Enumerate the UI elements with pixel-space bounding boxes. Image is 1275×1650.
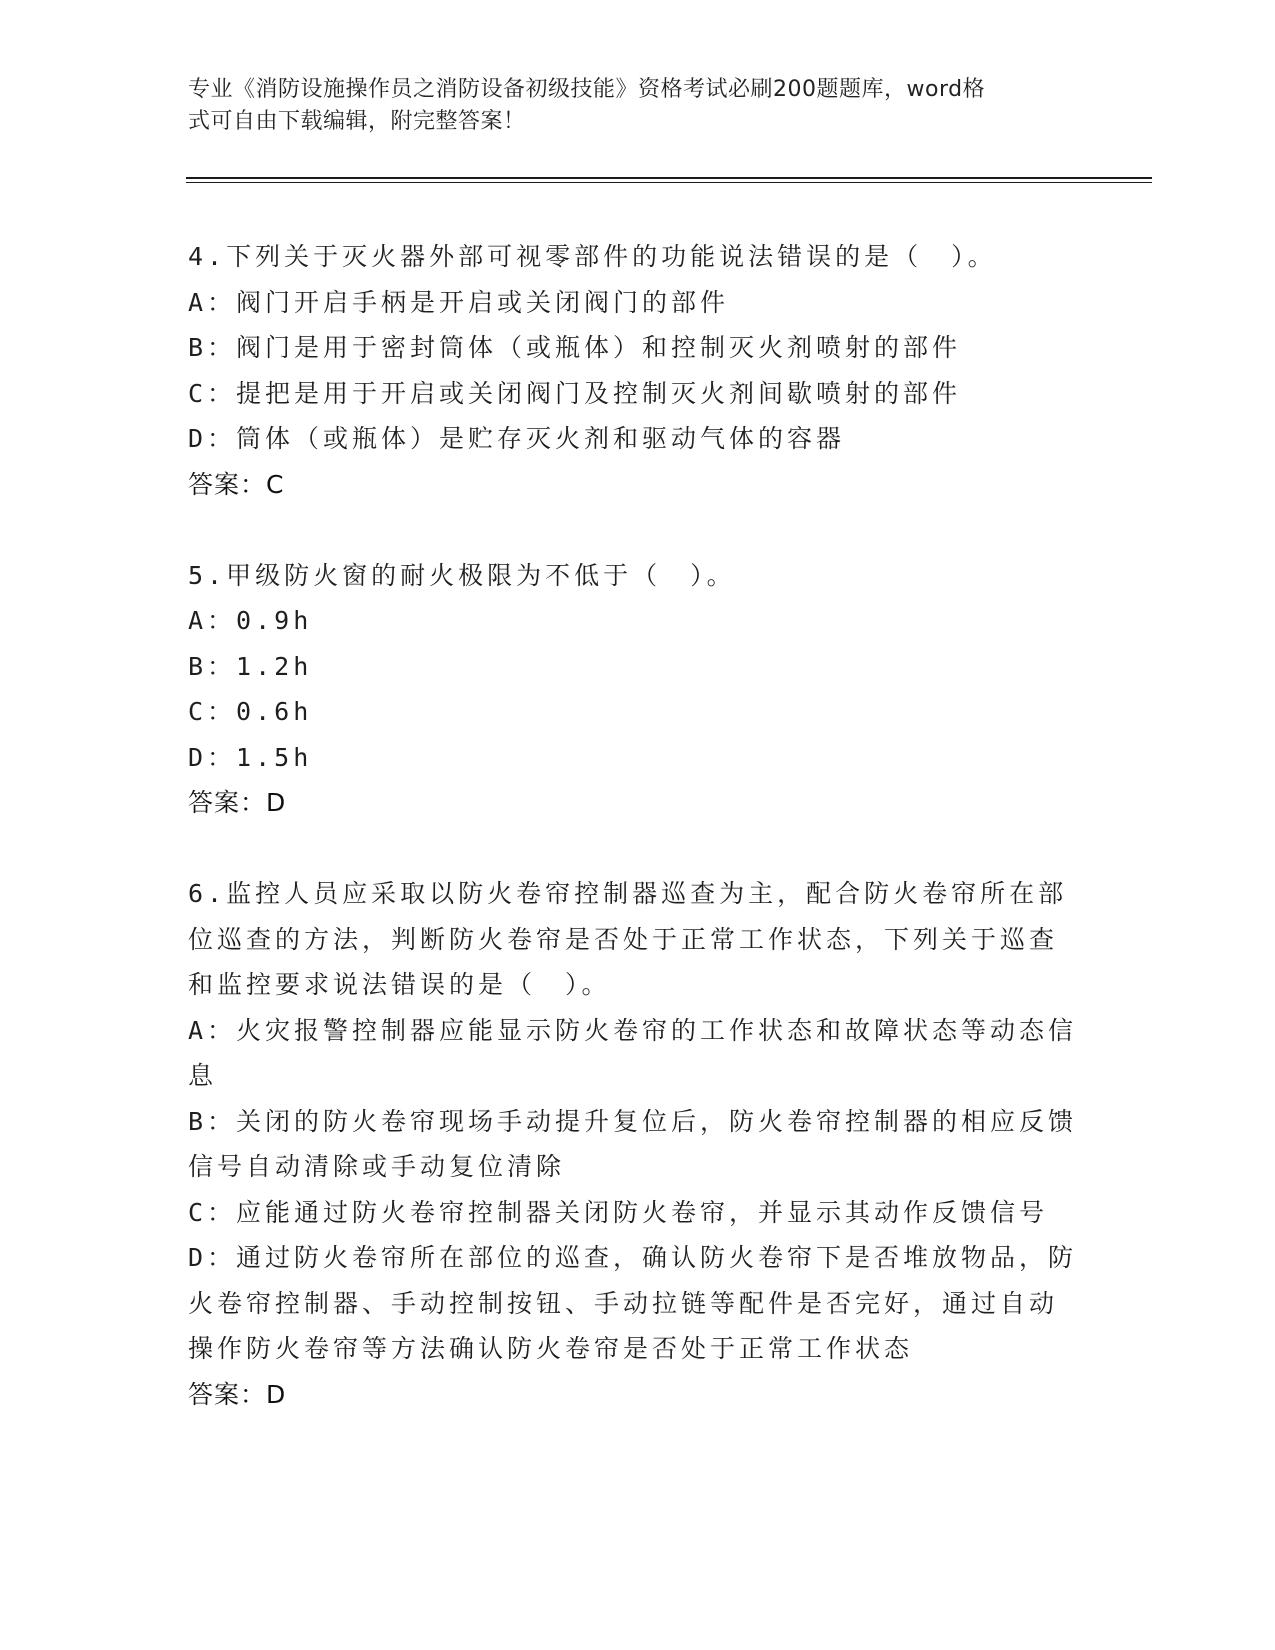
option-b: B：阀门是用于密封筒体（或瓶体）和控制灭火剂喷射的部件 [188, 333, 962, 362]
option-a: A：阀门开启手柄是开启或关闭阀门的部件 [188, 287, 730, 317]
option-b-line-2: 信号自动清除或手动复位清除 [188, 1152, 566, 1181]
option-d-line-3: 操作防火卷帘等方法确认防火卷帘是否处于正常工作状态 [188, 1334, 914, 1363]
option-c: C：0.6h [188, 697, 313, 726]
header-line-1: 专业《消防设施操作员之消防设备初级技能》资格考试必刷200题题库，word格 [188, 77, 986, 102]
header-divider-thick [186, 177, 1152, 179]
answer: 答案：D [188, 788, 287, 817]
option-d-line-2: 火卷帘控制器、手动控制按钮、手动拉链等配件是否完好，通过自动 [188, 1288, 1059, 1318]
option-c: C：应能通过防火卷帘控制器关闭防火卷帘，并显示其动作反馈信号 [188, 1197, 1049, 1227]
header-divider-thin [186, 182, 1152, 183]
question-5 [188, 553, 1088, 826]
option-d-line-1: D：通过防火卷帘所在部位的巡查，确认防火卷帘下是否堆放物品，防 [188, 1243, 1078, 1272]
question-stem: 4.下列关于灭火器外部可视零部件的功能说法错误的是（ ）。 [188, 242, 997, 271]
question-stem: 5.甲级防火窗的耐火极限为不低于（ ）。 [188, 560, 736, 590]
option-b-line-1: B：关闭的防火卷帘现场手动提升复位后，防火卷帘控制器的相应反馈 [188, 1106, 1078, 1136]
question-stem-line-2: 位巡查的方法，判断防火卷帘是否处于正常工作状态，下列关于巡查 [188, 924, 1059, 954]
answer: 答案：C [188, 469, 285, 499]
option-a-line-1: A：火灾报警控制器应能显示防火卷帘的工作状态和故障状态等动态信 [188, 1015, 1078, 1045]
option-a: A：0.9h [188, 606, 313, 635]
question-stem-line-3: 和监控要求说法错误的是（ ）。 [188, 970, 611, 999]
question-6 [188, 871, 1088, 1417]
option-d: D：筒体（或瓶体）是贮存灭火剂和驱动气体的容器 [188, 424, 846, 453]
question-4 [188, 234, 1088, 507]
header-line-2: 式可自由下载编辑，附完整答案！ [188, 109, 526, 134]
document-header [188, 74, 1088, 138]
answer: 答案：D [188, 1379, 287, 1409]
option-a-line-2: 息 [188, 1061, 218, 1090]
option-b: B：1.2h [188, 651, 313, 681]
question-list [188, 234, 1088, 1463]
option-d: D：1.5h [188, 742, 313, 772]
question-stem-line-1: 6.监控人员应采取以防火卷帘控制器巡查为主，配合防火卷帘所在部 [188, 879, 1068, 908]
option-c: C：提把是用于开启或关闭阀门及控制灭火剂间歇喷射的部件 [188, 378, 962, 408]
